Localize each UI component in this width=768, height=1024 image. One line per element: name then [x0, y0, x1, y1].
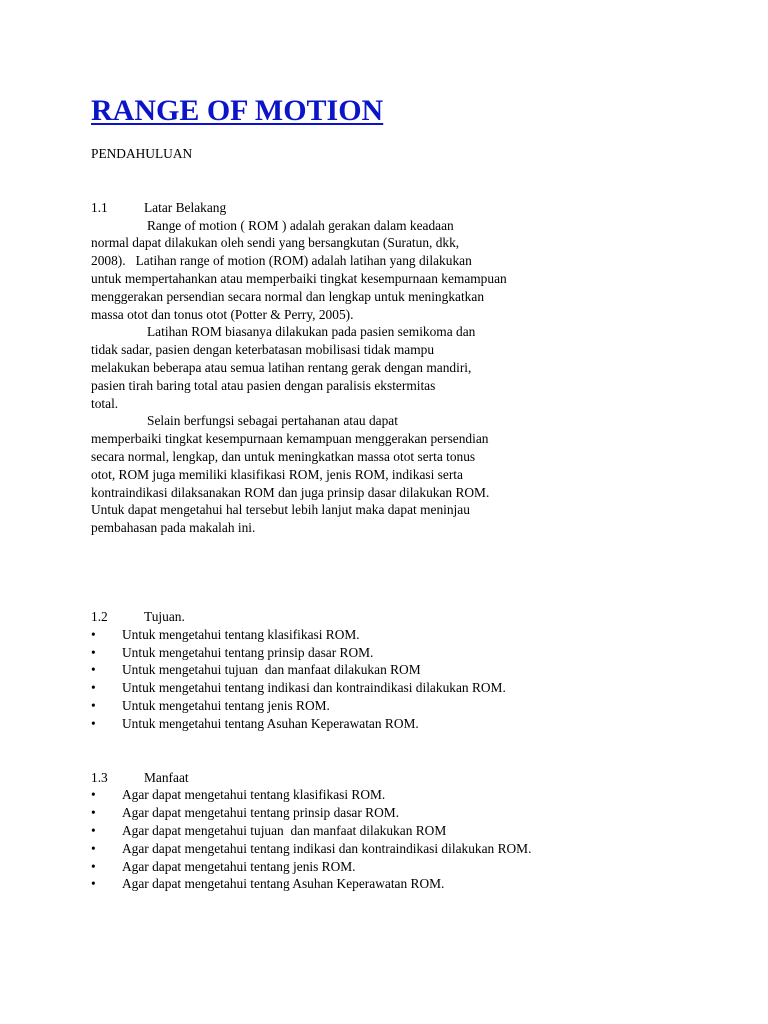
list-item [91, 661, 651, 679]
list-item-text: Agar dapat mengetahui tujuan dan manfaat dilakukan ROM [122, 822, 447, 838]
paragraph-line: tidak sadar, pasien dengan keterbatasan mobilisasi tidak mampu [91, 342, 435, 358]
bullet-icon: • [91, 644, 96, 660]
bullet-icon: • [91, 876, 96, 892]
bullet-icon: • [91, 822, 96, 838]
list-item [91, 822, 651, 840]
list-item-text: Agar dapat mengetahui tentang klasifikasi ROM. [122, 787, 386, 803]
paragraph-line: Range of motion ( ROM ) adalah gerakan dalam keadaan [147, 217, 454, 233]
list-item [91, 644, 651, 662]
list-item [91, 786, 651, 804]
list-item [91, 679, 651, 697]
bullet-icon: • [91, 680, 96, 696]
list-item [91, 875, 651, 893]
section-number: 1.3 [91, 769, 108, 785]
list-item [91, 697, 651, 715]
list-item-text: Untuk mengetahui tujuan dan manfaat dilakukan ROM [122, 662, 421, 678]
paragraph-line: pembahasan pada makalah ini. [91, 520, 256, 536]
section-heading: Tujuan. [144, 608, 185, 624]
bullet-icon: • [91, 662, 96, 678]
list-item [91, 840, 651, 858]
paragraph-line: melakukan beberapa atau semua latihan rentang gerak dengan mandiri, [91, 359, 472, 375]
list-item-text: Untuk mengetahui tentang klasifikasi ROM. [122, 626, 360, 642]
list-item-text: Agar dapat mengetahui tentang jenis ROM. [122, 858, 356, 874]
paragraph-line: untuk mempertahankan atau memperbaiki tingkat kesempurnaan kemampuan [91, 270, 507, 286]
list-item [91, 858, 651, 876]
paragraph-line: pasien tirah baring total atau pasien dengan paralisis ekstermitas [91, 377, 436, 393]
section-1-2-heading-row [91, 608, 651, 626]
bullet-icon: • [91, 787, 96, 803]
bullet-icon: • [91, 715, 96, 731]
paragraph-line: total. [91, 395, 119, 411]
list-item [91, 715, 651, 733]
list-item [91, 626, 651, 644]
paragraph-line: normal dapat dilakukan oleh sendi yang bersangkutan (Suratun, dkk, [91, 235, 460, 251]
bullet-icon: • [91, 697, 96, 713]
paragraph-line: Untuk dapat mengetahui hal tersebut lebih lanjut maka dapat meninjau [91, 502, 470, 518]
section-number: 1.2 [91, 608, 108, 624]
list-item-text: Agar dapat mengetahui tentang indikasi dan kontraindikasi dilakukan ROM. [122, 840, 532, 856]
bullet-icon: • [91, 805, 96, 821]
section-1-1-heading-row [91, 199, 651, 217]
list-item-text: Untuk mengetahui tentang jenis ROM. [122, 697, 330, 713]
section-heading: Latar Belakang [144, 199, 227, 215]
bullet-icon: • [91, 626, 96, 642]
paragraph-line: memperbaiki tingkat kesempurnaan kemampuan menggerakan persendian [91, 431, 489, 447]
bullet-icon: • [91, 858, 96, 874]
section-number: 1.1 [91, 199, 108, 215]
list-item-text: Untuk mengetahui tentang Asuhan Keperawatan ROM. [122, 715, 419, 731]
document-title: RANGE OF MOTION [91, 94, 384, 127]
document-body [91, 145, 651, 893]
section-heading: Manfaat [144, 769, 189, 785]
paragraph-line: 2008). Latihan range of motion (ROM) adalah latihan yang dilakukan [91, 253, 472, 269]
list-item-text: Agar dapat mengetahui tentang Asuhan Keperawatan ROM. [122, 876, 445, 892]
paragraph-line: otot, ROM juga memiliki klasifikasi ROM, jenis ROM, indikasi serta [91, 466, 463, 482]
bullet-icon: • [91, 840, 96, 856]
list-item-text: Untuk mengetahui tentang prinsip dasar ROM. [122, 644, 374, 660]
section-1-3-heading-row [91, 769, 651, 787]
paragraph-line: menggerakan persendian secara normal dan lengkap untuk meningkatkan [91, 288, 485, 304]
paragraph-line: massa otot dan tonus otot (Potter & Perry, 2005). [91, 306, 354, 322]
list-item-text: Untuk mengetahui tentang indikasi dan kontraindikasi dilakukan ROM. [122, 680, 506, 696]
list-item-text: Agar dapat mengetahui tentang prinsip dasar ROM. [122, 805, 400, 821]
paragraph-line: Latihan ROM biasanya dilakukan pada pasien semikoma dan [147, 324, 476, 340]
paragraph-line: Selain berfungsi sebagai pertahanan atau dapat [147, 413, 398, 429]
paragraph-line: secara normal, lengkap, dan untuk meningkatkan massa otot serta tonus [91, 448, 476, 464]
intro-heading: PENDAHULUAN [91, 146, 193, 161]
list-item [91, 804, 651, 822]
paragraph-line: kontraindikasi dilaksanakan ROM dan juga prinsip dasar dilakukan ROM. [91, 484, 490, 500]
